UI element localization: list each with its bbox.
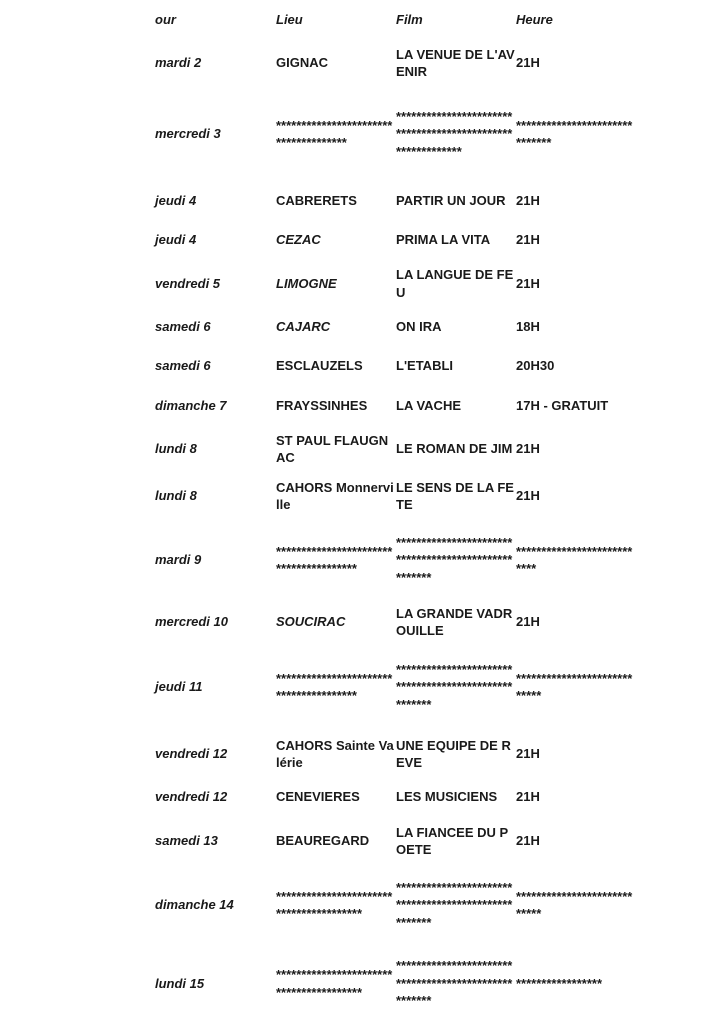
- table-row: [155, 731, 655, 777]
- cell-film: LA LANGUE DE FEU: [396, 267, 514, 300]
- table-row: [155, 221, 655, 259]
- cell-heure: ******************************: [516, 117, 633, 150]
- header-jour: our: [155, 11, 176, 27]
- cell-lieu: BEAUREGARD: [276, 833, 370, 849]
- cell-jour: samedi 13: [155, 833, 218, 849]
- cell-film: LA VACHE: [396, 397, 461, 413]
- cell-lieu: CAHORS Monnerville: [276, 479, 394, 512]
- cell-lieu: CENEVIERES: [276, 789, 360, 805]
- table-row: [155, 601, 655, 643]
- schedule-table: [155, 0, 655, 1022]
- table-row: [155, 643, 655, 731]
- table-row: [155, 308, 655, 346]
- table-row: [155, 473, 655, 519]
- cell-jour: jeudi 4: [155, 232, 197, 248]
- cell-heure: ***************************: [516, 543, 633, 576]
- cell-film: LA VENUE DE L'AVENIR: [396, 46, 515, 79]
- cell-lieu: *************************************: [276, 117, 393, 150]
- cell-heure: 21H: [516, 55, 540, 71]
- table-row: [155, 180, 655, 221]
- table-row: [155, 425, 655, 473]
- header-lieu: Lieu: [276, 11, 303, 27]
- cell-jour: mardi 9: [155, 552, 202, 568]
- cell-jour: vendredi 5: [155, 275, 221, 291]
- cell-jour: mardi 2: [155, 55, 202, 71]
- cell-lieu: CAHORS Sainte Valérie: [276, 737, 394, 770]
- cell-heure: 21H: [516, 833, 540, 849]
- cell-jour: jeudi 4: [155, 192, 197, 208]
- cell-jour: mercredi 3: [155, 126, 221, 142]
- cell-film: *****************************************************: [396, 661, 513, 712]
- cell-heure: ****************************: [516, 670, 633, 703]
- cell-heure: 17H - GRATUIT: [516, 397, 609, 413]
- cell-lieu: CEZAC: [276, 232, 321, 248]
- cell-jour: dimanche 14: [155, 897, 234, 913]
- cell-film: LA FIANCEE DU POETE: [396, 824, 509, 857]
- table-row: [155, 346, 655, 386]
- table-row: [155, 865, 655, 945]
- cell-film: ON IRA: [396, 319, 442, 335]
- cell-jour: samedi 6: [155, 358, 211, 374]
- cell-heure: 21H: [516, 232, 540, 248]
- cell-jour: mercredi 10: [155, 614, 228, 630]
- cell-heure: 21H: [516, 441, 540, 457]
- table-row: [155, 817, 655, 865]
- table-row: [155, 386, 655, 425]
- cell-jour: lundi 8: [155, 488, 197, 504]
- cell-film: PARTIR UN JOUR: [396, 192, 506, 208]
- cell-lieu: ****************************************: [276, 888, 393, 921]
- cell-heure: *****************: [516, 975, 603, 991]
- cell-jour: vendredi 12: [155, 789, 228, 805]
- cell-jour: lundi 15: [155, 975, 205, 991]
- table-row: [155, 259, 655, 308]
- cell-jour: dimanche 7: [155, 397, 227, 413]
- cell-lieu: FRAYSSINHES: [276, 397, 368, 413]
- cell-film: PRIMA LA VITA: [396, 232, 491, 248]
- cell-lieu: ***************************************: [276, 543, 393, 576]
- cell-film: *****************************************************: [396, 879, 513, 930]
- cell-heure: 21H: [516, 746, 540, 762]
- cell-lieu: SOUCIRAC: [276, 614, 346, 630]
- cell-film: LE SENS DE LA FETE: [396, 479, 514, 512]
- table-row: [155, 519, 655, 601]
- cell-film: *****************************************************: [396, 534, 513, 585]
- cell-film: LE ROMAN DE JIM: [396, 441, 513, 457]
- cell-heure: 21H: [516, 789, 540, 805]
- cell-heure: 20H30: [516, 358, 555, 374]
- table-row: [155, 777, 655, 817]
- cell-lieu: GIGNAC: [276, 55, 328, 71]
- cell-film: *****************************************************: [396, 958, 513, 1009]
- cell-heure: 18H: [516, 319, 540, 335]
- cell-jour: vendredi 12: [155, 746, 228, 762]
- cell-heure: 21H: [516, 614, 540, 630]
- header-heure: Heure: [516, 11, 553, 27]
- cell-film: L'ETABLI: [396, 358, 454, 374]
- cell-lieu: ESCLAUZELS: [276, 358, 363, 374]
- cell-lieu: ST PAUL FLAUGNAC: [276, 432, 389, 465]
- cell-lieu: CABRERETS: [276, 192, 357, 208]
- cell-heure: ****************************: [516, 888, 633, 921]
- header-row: [155, 0, 655, 38]
- cell-lieu: LIMOGNE: [276, 275, 337, 291]
- cell-jour: lundi 8: [155, 441, 197, 457]
- cell-lieu: CAJARC: [276, 319, 331, 335]
- cell-film: LA GRANDE VADROUILLE: [396, 605, 513, 638]
- header-film: Film: [396, 11, 423, 27]
- table-row: [155, 88, 655, 180]
- cell-heure: 21H: [516, 488, 540, 504]
- cell-film: LES MUSICIENS: [396, 789, 498, 805]
- cell-film: UNE EQUIPE DE REVE: [396, 737, 511, 770]
- cell-film: ***********************************************************: [396, 108, 513, 159]
- cell-lieu: ****************************************: [276, 967, 393, 1000]
- table-row: [155, 38, 655, 88]
- cell-heure: 21H: [516, 275, 540, 291]
- table-row: [155, 945, 655, 1022]
- cell-jour: samedi 6: [155, 319, 211, 335]
- cell-heure: 21H: [516, 192, 540, 208]
- cell-lieu: ***************************************: [276, 670, 393, 703]
- cell-jour: jeudi 11: [155, 679, 203, 695]
